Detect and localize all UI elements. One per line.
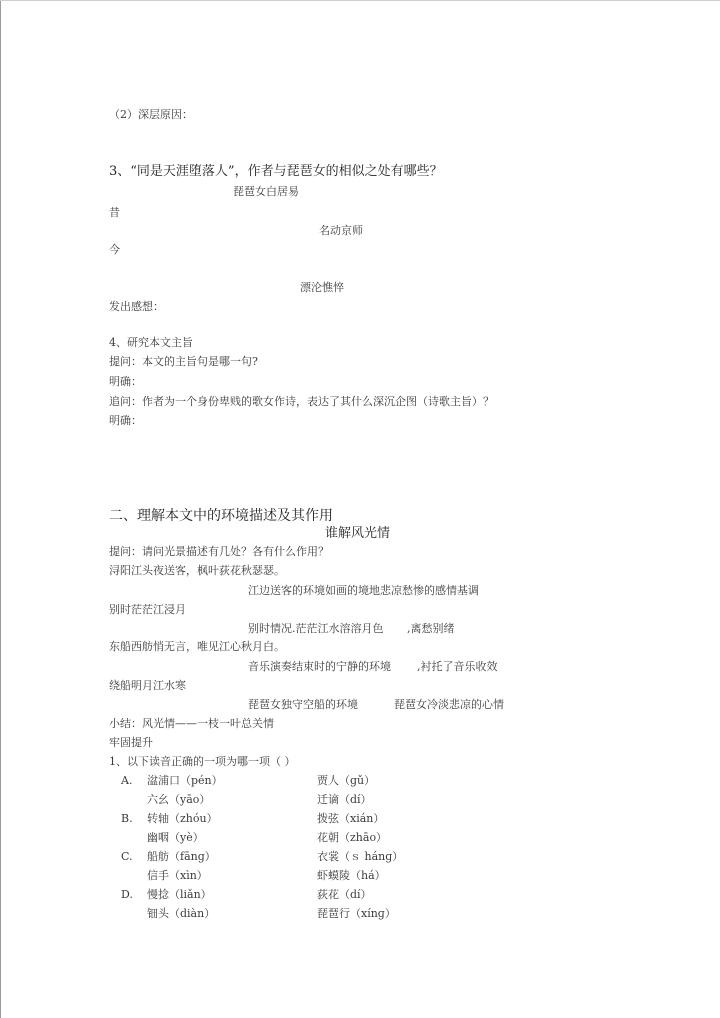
option-d-item-3: 钿头（diàn） [147,907,216,920]
option-b-item-1: 转轴（zhóu） [147,812,218,825]
note-2b: ,离愁别绪 [407,622,455,635]
option-c-item-4: 虾蟆陵（há） [317,869,386,882]
ask-theme-intent: 追问：作者为一个身份卑贱的歌女作诗，表达了其什么深沉企图（诗歌主旨）？ [109,395,494,408]
poem-line-2: 别时茫茫江浸月 [109,603,186,616]
option-a-item-3: 六幺（yāo） [147,793,211,806]
option-c-item-3: 信手（xìn） [147,869,208,882]
option-label-b: B. [121,812,133,825]
option-a-item-2: 贾人（gǔ） [317,774,376,787]
summary-line: 小结：风光情——一枝一叶总关情 [109,717,274,730]
option-d-item-1: 慢捻（liǎn） [147,888,212,901]
note-1: 江边送客的环境如画的境地悲凉愁惨的感情基调 [248,584,479,597]
section-2-subtitle: 谁解风光情 [325,526,391,541]
ask-scenery: 提问：请问光景描述有几处？各有什么作用？ [109,545,329,558]
note-3b: ,衬托了音乐收效 [417,660,498,673]
deep-reason-label: （2）深层原因： [109,108,193,121]
note-4a: 琵琶女独守空船的环境 [248,698,358,711]
answer-label-2: 明确： [109,414,142,427]
option-label-d: D. [121,888,133,901]
option-a-item-4: 迁谪（dí） [317,793,372,806]
option-label-c: C. [121,850,133,863]
ask-theme-sentence: 提问：本文的主旨句是哪一句? [109,355,258,368]
past-label: 昔 [109,206,120,219]
option-b-item-3: 幽咽（yè） [147,831,204,844]
question-mcq-1: 1、以下读音正确的一项为哪一项（ ） [109,755,296,768]
option-a-item-1: 湓浦口（pén） [147,774,223,787]
poem-line-1: 浔阳江头夜送客，枫叶荻花秋瑟瑟。 [109,564,285,577]
comparison-header: 琵琶女白居易 [233,185,299,198]
option-b-item-2: 拨弦（xián） [317,812,385,825]
poem-line-4: 绕船明月江水寒 [109,679,186,692]
note-2a: 别时情况.茫茫江水溶溶月色 [248,622,384,635]
page-top-border [0,0,720,1]
note-3a: 音乐演奏结束时的宁静的环境 [248,660,391,673]
question-4: 4、研究本文主旨 [109,336,193,349]
poem-line-3: 东船西舫悄无言，唯见江心秋月白。 [109,640,285,653]
answer-label-1: 明确： [109,375,142,388]
famous-text: 名动京师 [319,224,363,237]
option-b-item-4: 花朝（zhāo） [317,831,388,844]
now-label: 今 [109,243,120,256]
option-d-item-2: 荻花（dí） [317,888,372,901]
option-c-item-2: 衣裳（ｓ hánɡ） [317,850,404,863]
question-3: 3、“同是天涯堕落人”，作者与琵琶女的相似之处有哪些？ [109,164,443,179]
option-label-a: A. [121,774,133,787]
consolidate-heading: 牢固提升 [109,736,153,749]
page-left-border [0,0,1,1018]
section-2-title: 二、理解本文中的环境描述及其作用 [109,508,333,524]
option-c-item-1: 船舫（fāng） [147,850,216,863]
fallen-text: 漂沦憔悴 [300,281,344,294]
note-4b: 琵琶女冷淡悲凉的心情 [394,698,504,711]
reflection-label: 发出感想： [109,300,164,313]
option-d-item-4: 琵琶行（xínɡ） [317,907,396,920]
